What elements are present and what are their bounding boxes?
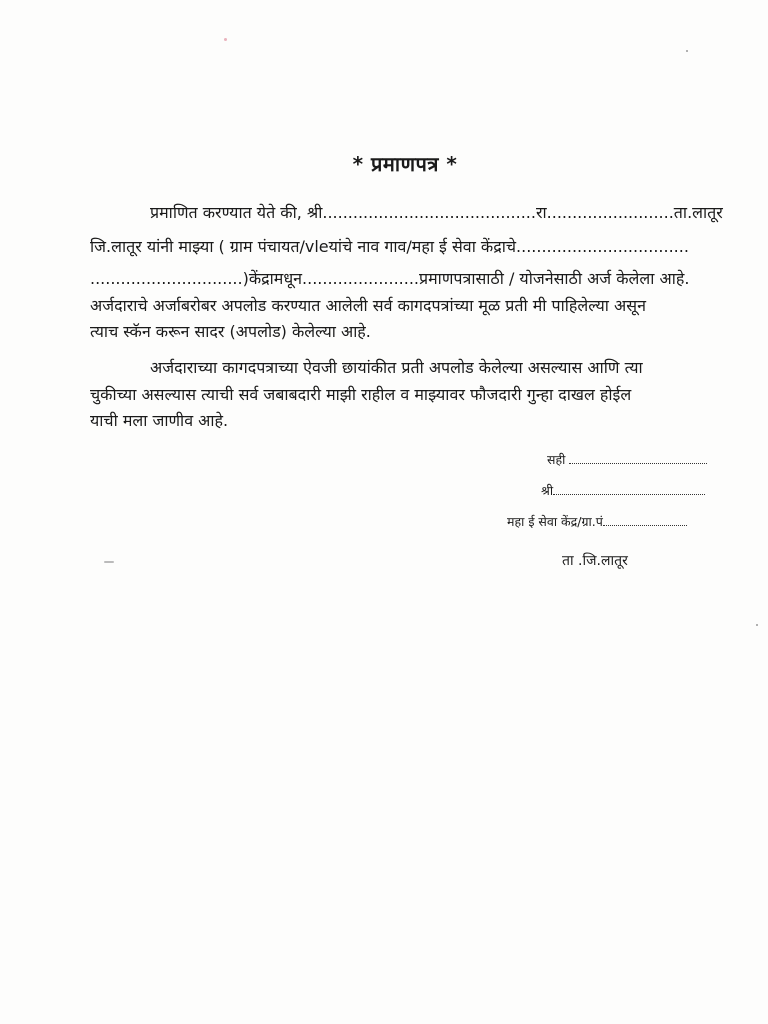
scan-speck: [224, 38, 227, 41]
center-line: [507, 513, 687, 530]
signature-line: [547, 451, 707, 468]
paragraph1-line5: त्याच स्कॅन करून सादर (अपलोड) केलेल्या आहे.: [90, 322, 371, 341]
signature-dots: [569, 453, 707, 464]
scan-speck: [104, 561, 114, 563]
paragraph1-line2: जि.लातूर यांनी माझ्या ( ग्राम पंचायत/vleयांचे नाव गाव/महा ई सेवा केंद्राचे..................................: [90, 237, 689, 256]
center-dots: [603, 515, 687, 526]
scan-speck: [686, 50, 688, 52]
paragraph1-line4: अर्जदाराचे अर्जाबरोबर अपलोड करण्यात आलेली सर्व कागदपत्रांच्या मूळ प्रती मी पाहिलेल्या असून: [90, 296, 646, 315]
name-line: [541, 482, 705, 499]
scan-speck: [756, 624, 758, 626]
center-label: महा ई सेवा केंद्र/ग्रा.पं: [507, 514, 603, 529]
paragraph2-line3: याची मला जाणीव आहे.: [90, 411, 229, 430]
name-label: श्री: [541, 483, 554, 498]
document-title: * प्रमाणपत्र *: [352, 152, 458, 176]
place-label: ता .जि.लातूर: [562, 553, 628, 569]
paragraph2-line1: अर्जदाराच्या कागदपत्राच्या ऐवजी छायांकीत प्रती अपलोड केलेल्या असल्यास आणि त्या: [150, 358, 643, 377]
name-dots: [553, 484, 705, 495]
signature-label: सही: [547, 452, 566, 467]
paragraph1-line3: ..............................)केंद्रामधून.......................प्रमाणपत्रासाठी / योजनेसाठी अर्ज केलेला आहे.: [90, 269, 690, 288]
paragraph1-line1: प्रमाणित करण्यात येते की, श्री..........................................रा.........................ता.लातूर: [150, 203, 723, 222]
paragraph2-line2: चुकीच्या असल्यास त्याची सर्व जबाबदारी माझी राहील व माझ्यावर फौजदारी गुन्हा दाखल होईल: [90, 385, 632, 404]
